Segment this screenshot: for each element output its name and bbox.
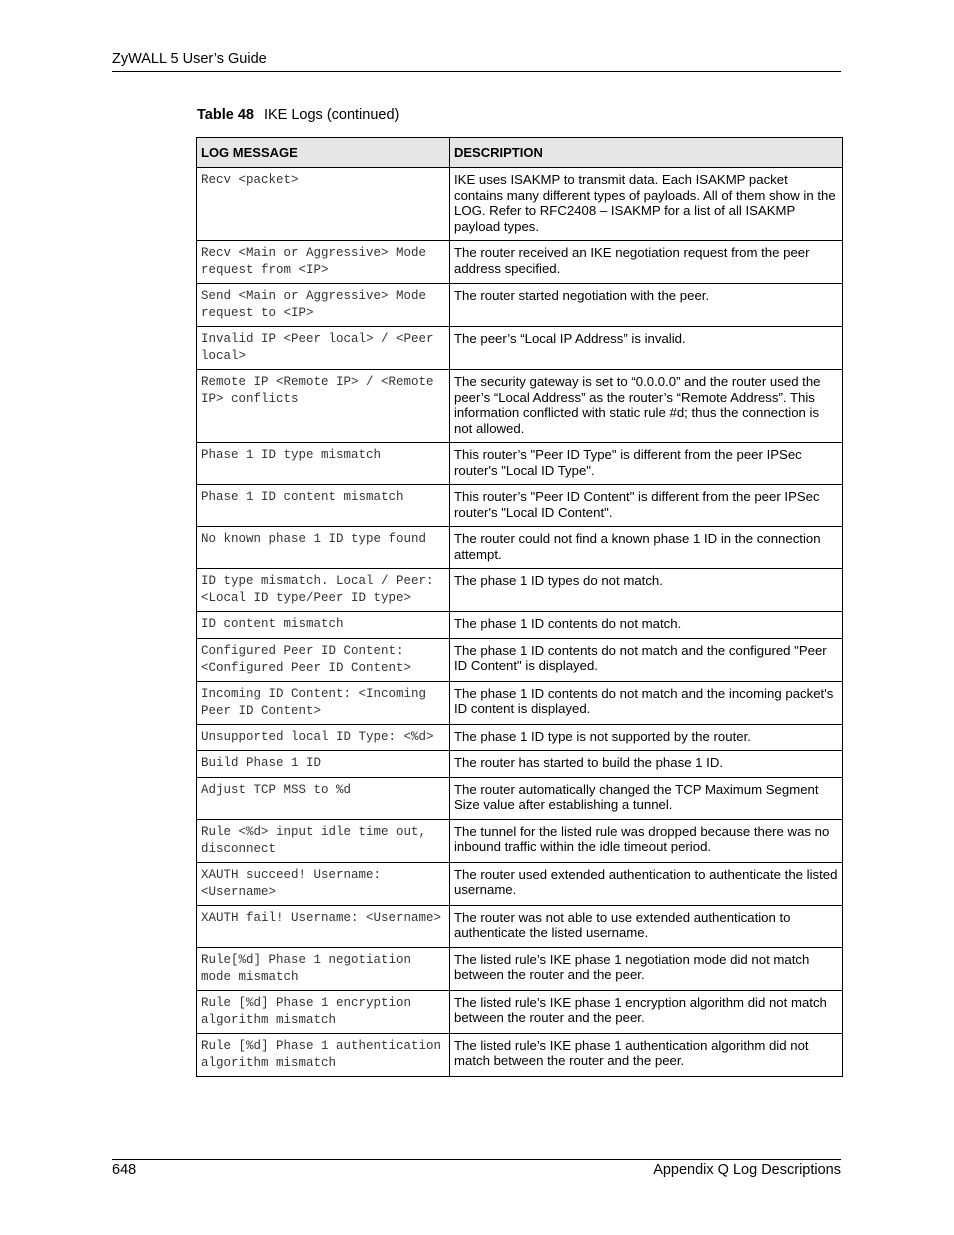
description-cell: The router used extended authentication to authenticate the listed username. xyxy=(450,862,843,905)
description-cell: The phase 1 ID type is not supported by the router. xyxy=(450,724,843,751)
table-row xyxy=(197,990,843,1033)
description-cell: The phase 1 ID contents do not match and the incoming packet's ID content is displayed. xyxy=(450,681,843,724)
description-cell: The router has started to build the phase 1 ID. xyxy=(450,751,843,778)
table-row xyxy=(197,284,843,327)
log-message-cell: Unsupported local ID Type: <%d> xyxy=(197,724,450,751)
log-message-cell: Rule [%d] Phase 1 authentication algorithm mismatch xyxy=(197,1033,450,1076)
description-cell: The listed rule’s IKE phase 1 encryption algorithm did not match between the router and the peer. xyxy=(450,990,843,1033)
log-message-cell: ID content mismatch xyxy=(197,612,450,639)
log-message-cell: Rule [%d] Phase 1 encryption algorithm mismatch xyxy=(197,990,450,1033)
log-message-cell: No known phase 1 ID type found xyxy=(197,527,450,569)
table-row xyxy=(197,777,843,819)
table-row xyxy=(197,168,843,241)
description-cell: The peer’s “Local IP Address” is invalid. xyxy=(450,327,843,370)
table-row xyxy=(197,612,843,639)
description-cell: The router was not able to use extended authentication to authenticate the listed username. xyxy=(450,905,843,947)
log-message-cell: Incoming ID Content: <Incoming Peer ID Content> xyxy=(197,681,450,724)
log-message-cell: Recv <packet> xyxy=(197,168,450,241)
description-cell: The router received an IKE negotiation request from the peer address specified. xyxy=(450,241,843,284)
description-cell: The router started negotiation with the peer. xyxy=(450,284,843,327)
log-message-cell: Build Phase 1 ID xyxy=(197,751,450,778)
table-row xyxy=(197,241,843,284)
description-cell: This router’s "Peer ID Content" is different from the peer IPSec router's "Local ID Content". xyxy=(450,485,843,527)
footer-rule xyxy=(112,1159,841,1160)
table-row xyxy=(197,443,843,485)
footer-section-title: Appendix Q Log Descriptions xyxy=(653,1162,841,1178)
description-cell: The phase 1 ID types do not match. xyxy=(450,569,843,612)
table-row xyxy=(197,327,843,370)
table-row xyxy=(197,638,843,681)
table-row xyxy=(197,527,843,569)
log-message-cell: Recv <Main or Aggressive> Mode request from <IP> xyxy=(197,241,450,284)
description-cell: The phase 1 ID contents do not match and the configured "Peer ID Content" is displayed. xyxy=(450,638,843,681)
log-message-cell: Phase 1 ID content mismatch xyxy=(197,485,450,527)
log-message-cell: XAUTH succeed! Username: <Username> xyxy=(197,862,450,905)
log-message-cell: Rule[%d] Phase 1 negotiation mode mismatch xyxy=(197,947,450,990)
log-message-cell: Adjust TCP MSS to %d xyxy=(197,777,450,819)
log-message-cell: Phase 1 ID type mismatch xyxy=(197,443,450,485)
log-message-cell: ID type mismatch. Local / Peer: <Local ID type/Peer ID type> xyxy=(197,569,450,612)
ike-logs-table xyxy=(196,137,843,1077)
log-message-cell: XAUTH fail! Username: <Username> xyxy=(197,905,450,947)
description-cell: The tunnel for the listed rule was dropped because there was no inbound traffic within the idle timeout period. xyxy=(450,819,843,862)
table-row xyxy=(197,370,843,443)
table-row xyxy=(197,947,843,990)
log-message-cell: Configured Peer ID Content: <Configured Peer ID Content> xyxy=(197,638,450,681)
table-caption-title: IKE Logs (continued) xyxy=(263,107,400,123)
table-row xyxy=(197,751,843,778)
table-row xyxy=(197,569,843,612)
page-number: 648 xyxy=(112,1162,137,1178)
table-caption xyxy=(197,107,399,123)
table-row xyxy=(197,681,843,724)
table-caption-label: Table 48 xyxy=(197,107,254,123)
header-rule xyxy=(112,71,841,72)
description-cell: The phase 1 ID contents do not match. xyxy=(450,612,843,639)
table-header-row xyxy=(197,138,843,168)
table-row xyxy=(197,1033,843,1076)
log-message-cell: Invalid IP <Peer local> / <Peer local> xyxy=(197,327,450,370)
description-cell: The listed rule’s IKE phase 1 negotiation mode did not match between the router and the peer. xyxy=(450,947,843,990)
table-row xyxy=(197,862,843,905)
table-body xyxy=(197,168,843,1077)
column-header-log-message: LOG MESSAGE xyxy=(197,138,450,168)
running-header: ZyWALL 5 User’s Guide xyxy=(112,51,267,67)
description-cell: This router’s "Peer ID Type" is different from the peer IPSec router's "Local ID Type". xyxy=(450,443,843,485)
log-message-cell: Remote IP <Remote IP> / <Remote IP> conflicts xyxy=(197,370,450,443)
description-cell: The listed rule’s IKE phase 1 authentication algorithm did not match between the router and the peer. xyxy=(450,1033,843,1076)
description-cell: IKE uses ISAKMP to transmit data. Each ISAKMP packet contains many different types of payloads. All of them show in the LOG. Refer to RFC2408 – ISAKMP for a list of all ISAKMP payload types. xyxy=(450,168,843,241)
table-row xyxy=(197,724,843,751)
table-row xyxy=(197,819,843,862)
column-header-description: DESCRIPTION xyxy=(450,138,843,168)
description-cell: The security gateway is set to “0.0.0.0” and the router used the peer’s “Local Address” as the router’s “Remote Address”. This information conflicted with static rule #d; thus the connection is not allowed. xyxy=(450,370,843,443)
description-cell: The router could not find a known phase 1 ID in the connection attempt. xyxy=(450,527,843,569)
table-row xyxy=(197,485,843,527)
log-message-cell: Rule <%d> input idle time out, disconnect xyxy=(197,819,450,862)
table-row xyxy=(197,905,843,947)
description-cell: The router automatically changed the TCP Maximum Segment Size value after establishing a tunnel. xyxy=(450,777,843,819)
log-message-cell: Send <Main or Aggressive> Mode request to <IP> xyxy=(197,284,450,327)
